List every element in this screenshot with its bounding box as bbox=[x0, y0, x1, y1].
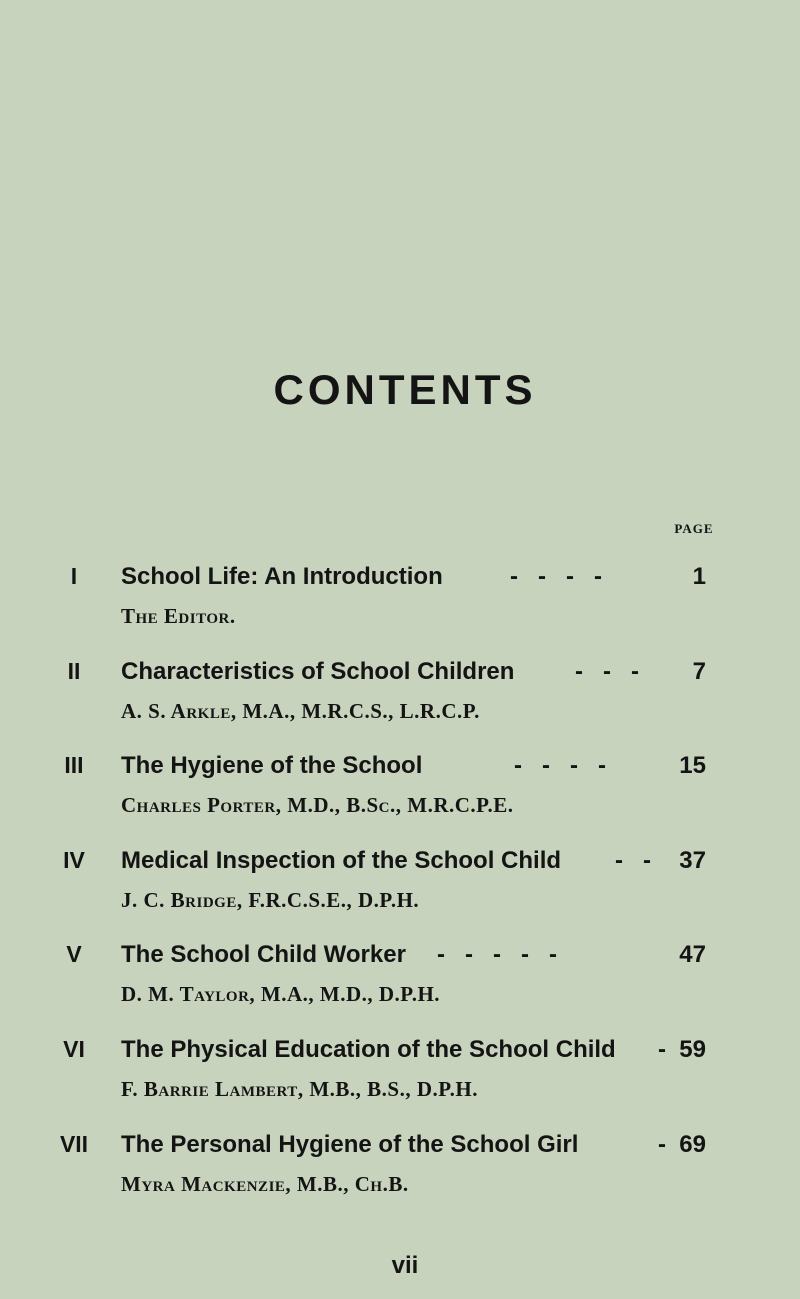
chapter-numeral: III bbox=[64, 752, 84, 778]
page-number: 7 bbox=[692, 658, 706, 685]
chapter-numeral: VI bbox=[63, 1036, 85, 1062]
folio-page-number: vii bbox=[391, 1252, 419, 1279]
chapter-author: Charles Porter, M.D., B.Sc., M.R.C.P.E. bbox=[121, 793, 514, 817]
page-number: 69 bbox=[679, 1131, 706, 1158]
dot-leader: - - - - - bbox=[437, 941, 557, 968]
chapter-author: Myra Mackenzie, M.B., Ch.B. bbox=[121, 1172, 409, 1196]
chapter-title: The Hygiene of the School bbox=[121, 752, 423, 779]
chapter-title: The School Child Worker bbox=[121, 941, 406, 968]
dot-leader: - - - - bbox=[514, 752, 606, 779]
chapter-numeral: I bbox=[70, 563, 78, 589]
chapter-author: A. S. Arkle, M.A., M.R.C.S., L.R.C.P. bbox=[121, 699, 480, 723]
dot-leader: - bbox=[658, 1036, 666, 1063]
dot-leader: - - - bbox=[575, 658, 639, 685]
chapter-title: School Life: An Introduction bbox=[121, 563, 443, 590]
dot-leader: - bbox=[658, 1131, 666, 1158]
contents-entry bbox=[0, 658, 800, 738]
chapter-numeral: V bbox=[66, 941, 82, 967]
chapter-title: The Personal Hygiene of the School Girl bbox=[121, 1131, 579, 1158]
chapter-author: The Editor. bbox=[121, 604, 236, 628]
page-number: 15 bbox=[679, 752, 706, 779]
dot-leader: - - bbox=[615, 847, 651, 874]
contents-entry bbox=[0, 847, 800, 927]
chapter-author: F. Barrie Lambert, M.B., B.S., D.P.H. bbox=[121, 1077, 478, 1101]
chapter-author: D. M. Taylor, M.A., M.D., D.P.H. bbox=[121, 982, 441, 1006]
chapter-title: Medical Inspection of the School Child bbox=[121, 847, 562, 874]
contents-heading: CONTENTS bbox=[273, 366, 537, 413]
chapter-numeral: IV bbox=[63, 847, 85, 873]
contents-entry bbox=[0, 1131, 800, 1211]
page-column-label: PAGE bbox=[674, 521, 714, 536]
contents-entry bbox=[0, 752, 800, 832]
page-number: 47 bbox=[679, 941, 706, 968]
page-number: 1 bbox=[692, 563, 706, 590]
contents-entry bbox=[0, 1036, 800, 1116]
chapter-title: The Physical Education of the School Child bbox=[121, 1036, 616, 1063]
chapter-title: Characteristics of School Children bbox=[121, 658, 515, 685]
chapter-numeral: II bbox=[67, 658, 81, 684]
page-number: 59 bbox=[679, 1036, 706, 1063]
dot-leader: - - - - bbox=[510, 563, 602, 590]
chapter-numeral: VII bbox=[59, 1131, 89, 1157]
chapter-author: J. C. Bridge, F.R.C.S.E., D.P.H. bbox=[121, 888, 420, 912]
contents-entry bbox=[0, 563, 800, 643]
contents-entry bbox=[0, 941, 800, 1021]
page-number: 37 bbox=[679, 847, 706, 874]
